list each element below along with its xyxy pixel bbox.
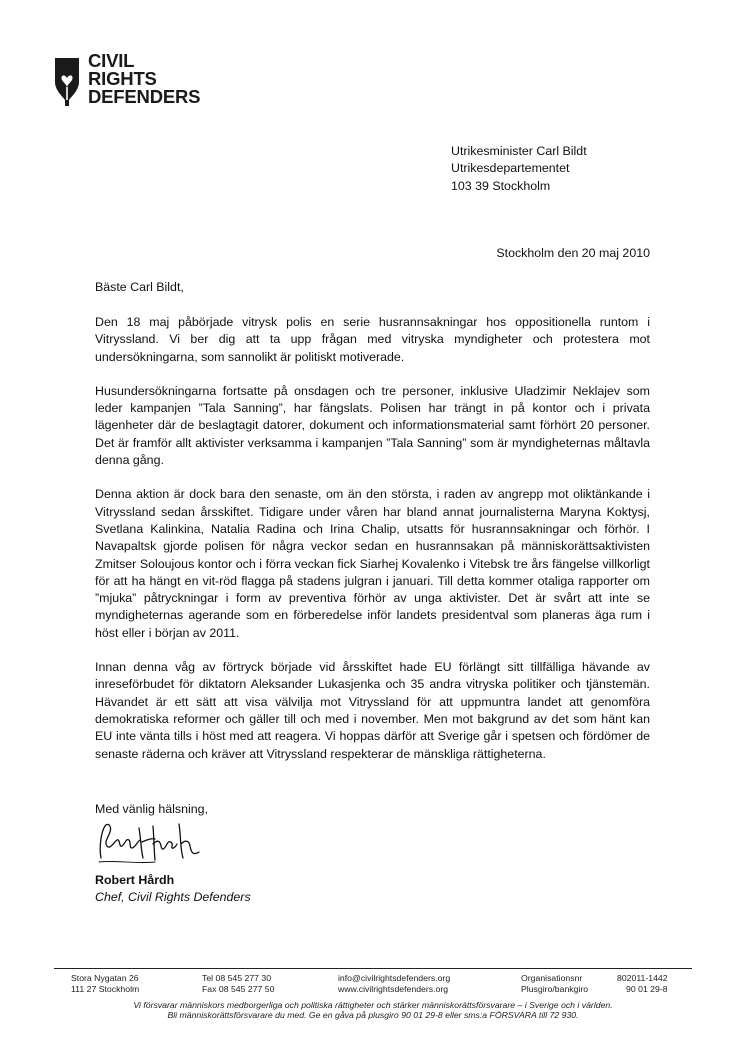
- paragraph-1: Den 18 maj påbörjade vitrysk polis en serie husrannsakningar hos oppositionella runtom i Vitryssland. Vi ber dig att ta upp frågan med vitryska myndigheter och protestera mot undersökningarna, som sannolikt är politiskt motiverade.: [95, 315, 650, 364]
- footer-phone: Tel 08 545 277 30: [202, 973, 272, 983]
- paragraph-3: Denna aktion är dock bara den senaste, om än den största, i raden av angrepp mot oliktänkande i Vitryssland sedan årsskiftet. Tidigare under våren har bland annat journalisterna Maryna Koktysj, Svetlana Kalinkina, Natalia Radina och Irina Chalip, utsatts för husrannsakningar och förhör. I Navapaltsk gjorde polisen för några veckor sedan en husrannsakan på människorättsaktivisten Zmitser Soloujous kontor och i förra veckan fick Siarhej Kovalenko i Vitebsk tre års fängelse villkorligt för att ha hängt en vit-röd flagga på stadens julgran i januari. Till detta kommer otaliga rapporter om ”mjuka” påtryckningar i form av preventiva förhör av unga aktivister. Det är svårt att inte se myndigheternas agerande som en förberedelse inför landets presidentval som planeras äga rum i höst eller i början av 2011.: [95, 487, 650, 640]
- footer-giro-value: 90 01 29-8: [626, 983, 668, 994]
- footer-org-value: 802011-1442: [617, 973, 668, 983]
- fountain-pen-nib-icon: [53, 56, 81, 108]
- recipient-name: Utrikesminister Carl Bildt: [451, 144, 587, 158]
- footer-tagline-1: Vi försvarar människors medborgerliga och politiska rättigheter och stärker människorättsförsvarare – i Sverige och i världen.: [133, 1000, 613, 1010]
- recipient-department: Utrikesdepartementet: [451, 161, 570, 176]
- footer-phone-fax: [202, 973, 274, 994]
- signer-title: Chef, Civil Rights Defenders: [95, 890, 251, 904]
- footer-giro-label: Plusgiro/bankgiro: [521, 983, 589, 994]
- footer-street: Stora Nygatan 26: [71, 973, 139, 983]
- footer-fax: Fax 08 545 277 50: [202, 983, 275, 994]
- footer-labels: [521, 973, 588, 994]
- logo-wordmark: [88, 52, 200, 106]
- footer-org-label: Organisationsnr: [521, 973, 583, 983]
- footer-address: [71, 973, 139, 994]
- signer-name: Robert Hårdh: [95, 873, 175, 887]
- footer-tagline: [54, 1000, 692, 1020]
- closing: Med vänlig hälsning,: [95, 802, 208, 816]
- footer-web[interactable]: www.civilrightsdefenders.org: [338, 983, 449, 994]
- salutation: Bäste Carl Bildt,: [95, 280, 184, 294]
- logo-line-rights: RIGHTS: [88, 68, 157, 89]
- footer-email[interactable]: info@civilrightsdefenders.org: [338, 973, 451, 983]
- footer-tagline-2: Bli människorättsförsvarare du med. Ge en gåva på plusgiro 90 01 29-8 eller sms:a FÖRSVARA till 72 930.: [167, 1010, 579, 1021]
- organization-logo: [53, 52, 233, 114]
- footer-divider: [54, 968, 692, 969]
- logo-line-defenders: DEFENDERS: [88, 86, 201, 107]
- logo-line-civil: CIVIL: [88, 50, 135, 71]
- letter-body: [95, 314, 650, 780]
- paragraph-4: Innan denna våg av förtryck började vid årsskiftet hade EU förlängt sitt tillfälliga hävande av inreseförbudet för diktatorn Aleksander Lukasjenka och 35 andra vitryska politiker och tjänstemän. Hävandet är ett sätt att visa välvilja mot Vitryssland för att uppmuntra landet att genomföra demokratiska reformer och gäller till och med i november. Men mot bakgrund av det som hänt kan EU inte vänta tills i höst med att reagera. Vi hoppas därför att Sverige går i spetsen och fördömer de senaste räderna och kräver att Vitryssland respekterar de mänskliga rättigheterna.: [95, 660, 650, 761]
- footer-values: [617, 973, 668, 994]
- footer-contact: [338, 973, 450, 994]
- paragraph-2: Husundersökningarna fortsatte på onsdagen och tre personer, inklusive Uladzimir Neklajev som leder kampanjen ”Tala Sanning”, har fängslats. Polisen har trängt in på kontor och i privata lägenheter där de beslagtagit datorer, dokument och informationsmaterial samt förhört 20 personer. Det är framför allt aktivister verksamma i kampanjen ”Tala Sanning” som är myndigheternas måltavla denna gång.: [95, 383, 650, 468]
- handwritten-signature: [95, 818, 205, 879]
- footer-city: 111 27 Stockholm: [71, 983, 140, 994]
- letter-date: Stockholm den 20 maj 2010: [496, 246, 650, 260]
- recipient-address: [451, 143, 587, 195]
- recipient-postal: 103 39 Stockholm: [451, 178, 551, 193]
